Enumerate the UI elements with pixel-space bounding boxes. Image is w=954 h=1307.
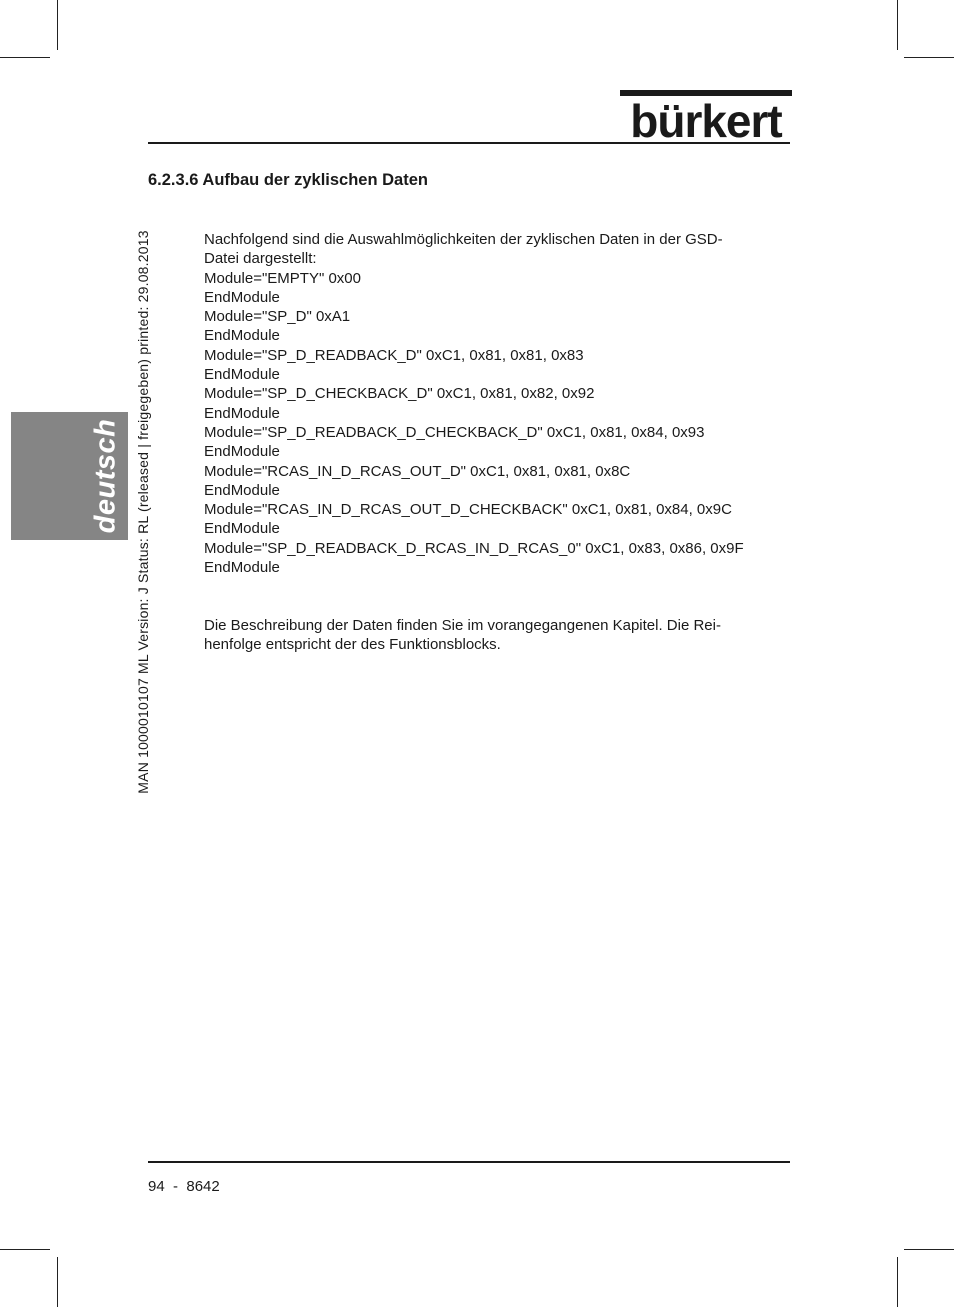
module-definition: Module="SP_D_READBACK_D" 0xC1, 0x81, 0x81, 0x83 — [204, 346, 584, 364]
module-block — [204, 269, 786, 308]
module-end: EndModule — [204, 443, 280, 461]
document-info: MAN 1000010107 ML Version: J Status: RL (released | freigegeben) printed: 29.08.2013 — [135, 230, 151, 794]
module-end: EndModule — [204, 559, 280, 577]
module-definition: Module="RCAS_IN_D_RCAS_OUT_D_CHECKBACK" 0xC1, 0x81, 0x84, 0x9C — [204, 501, 732, 519]
module-end: EndModule — [204, 327, 280, 345]
module-block — [204, 539, 786, 578]
module-definition: Module="SP_D_READBACK_D_CHECKBACK_D" 0xC1, 0x81, 0x84, 0x93 — [204, 423, 705, 441]
module-definition: Module="SP_D_CHECKBACK_D" 0xC1, 0x81, 0x82, 0x92 — [204, 385, 595, 403]
main-content — [204, 230, 786, 655]
module-definition: Module="SP_D" 0xA1 — [204, 308, 351, 326]
module-end: EndModule — [204, 520, 280, 538]
module-definition: Module="EMPTY" 0x00 — [204, 269, 361, 287]
module-definition: Module="SP_D_READBACK_D_RCAS_IN_D_RCAS_0" 0xC1, 0x83, 0x86, 0x9F — [204, 539, 744, 557]
module-end: EndModule — [204, 366, 280, 384]
crop-mark — [0, 57, 50, 58]
crop-mark — [57, 1257, 58, 1307]
crop-mark — [57, 0, 58, 50]
module-block — [204, 346, 786, 385]
footer-rule — [148, 1161, 790, 1163]
module-end: EndModule — [204, 288, 280, 306]
module-definition: Module="RCAS_IN_D_RCAS_OUT_D" 0xC1, 0x81, 0x81, 0x8C — [204, 462, 631, 480]
section-title: 6.2.3.6 Aufbau der zyklischen Daten — [148, 171, 428, 189]
module-end: EndModule — [204, 404, 280, 422]
burkert-logo — [620, 88, 792, 140]
page-footer — [148, 1178, 220, 1195]
crop-mark — [904, 57, 954, 58]
module-block — [204, 384, 786, 423]
product-code: 8642 — [186, 1178, 220, 1195]
intro-line: Nachfolgend sind die Auswahlmöglichkeiten der zyklischen Daten in der GSD- — [204, 231, 723, 248]
page-number: 94 — [148, 1178, 165, 1195]
module-block — [204, 307, 786, 346]
module-block — [204, 462, 786, 501]
crop-mark — [897, 1257, 898, 1307]
language-tab-label: deutsch — [89, 418, 122, 534]
crop-mark — [0, 1249, 50, 1250]
module-block — [204, 500, 786, 539]
intro-line: Datei dargestellt: — [204, 250, 317, 268]
crop-mark — [897, 0, 898, 50]
outro-paragraph — [204, 616, 786, 655]
outro-line: henfolge entspricht der des Funktionsblocks. — [204, 636, 501, 654]
crop-mark — [904, 1249, 954, 1250]
outro-line: Die Beschreibung der Daten finden Sie im vorangegangenen Kapitel. Die Rei- — [204, 616, 721, 634]
header-rule — [148, 142, 790, 144]
module-block — [204, 423, 786, 462]
footer-separator: - — [173, 1178, 179, 1195]
module-end: EndModule — [204, 481, 280, 499]
svg-text:bürkert: bürkert — [630, 95, 782, 140]
intro-paragraph — [204, 230, 786, 269]
